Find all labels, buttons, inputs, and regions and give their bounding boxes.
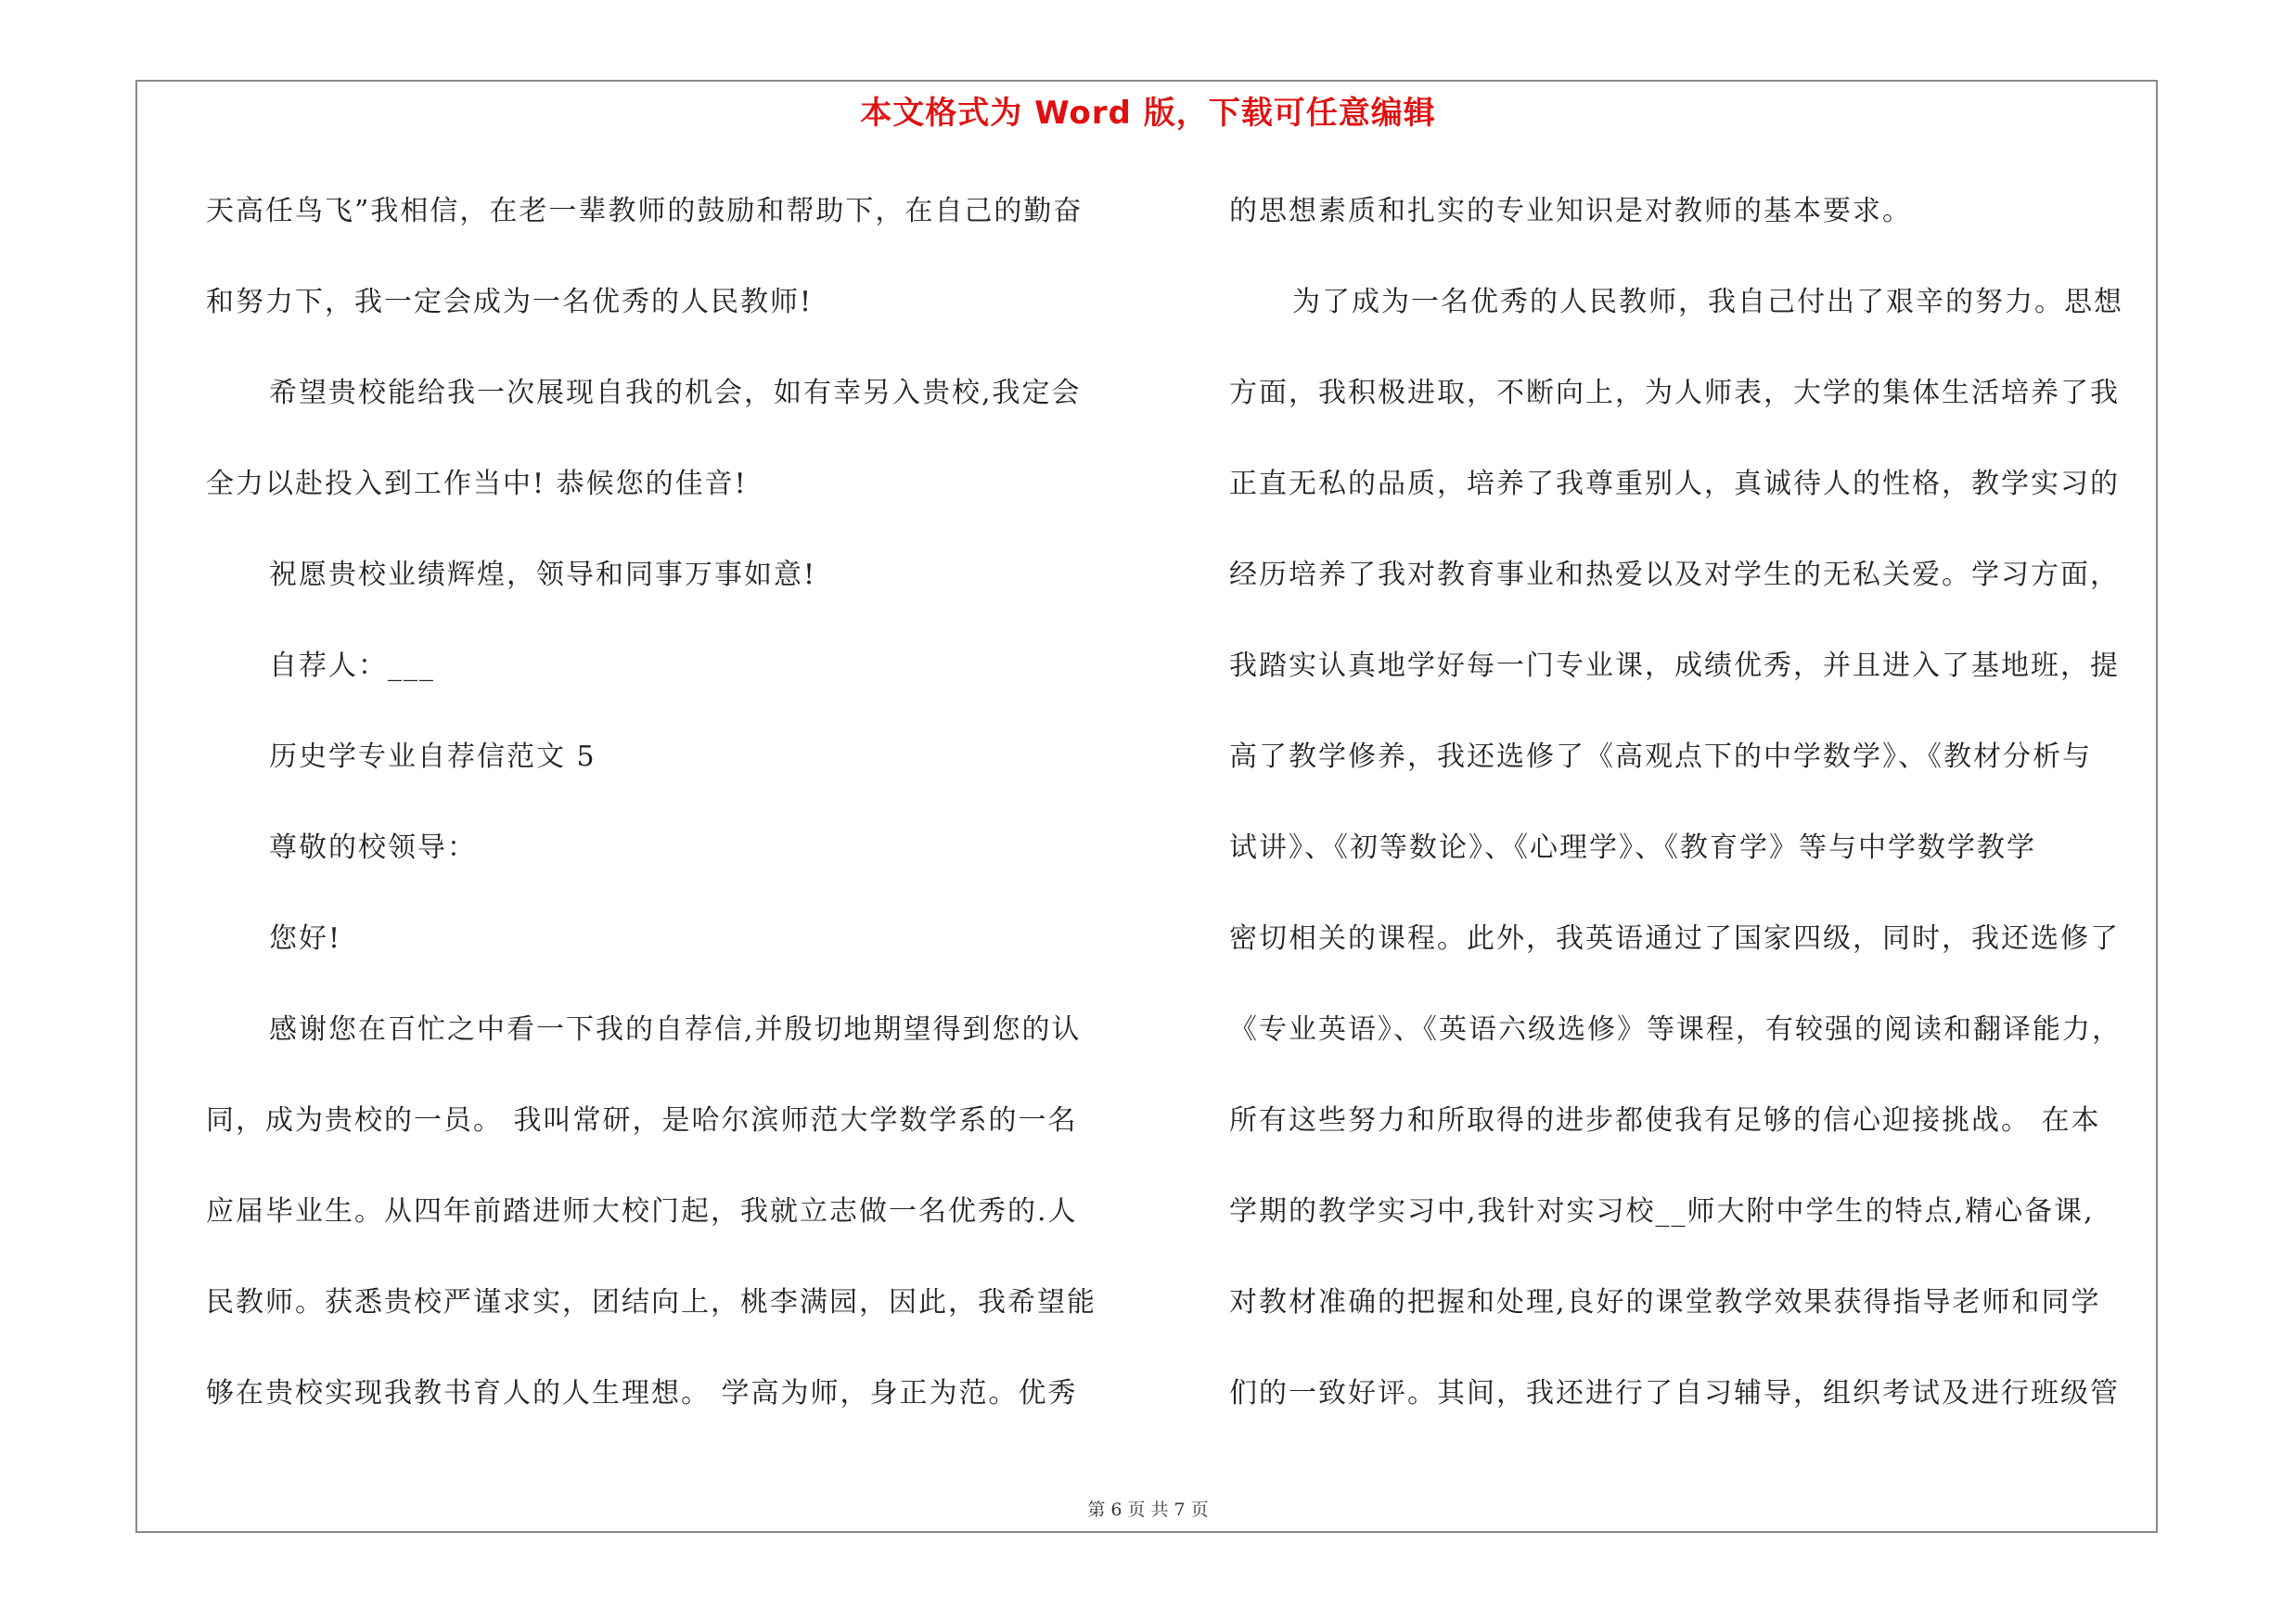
text-line: 同，成为贵校的一员。 我叫常研，是哈尔滨师范大学数学系的一名 (206, 1104, 1078, 1137)
page-number-footer: 第 6 页 共 7 页 (1087, 1500, 1209, 1520)
text-line: 学期的教学实习中,我针对实习校__师大附中学生的特点,精心备课, (1229, 1195, 2095, 1228)
text-line: 《专业英语》、《英语六级选修》等课程，有较强的阅读和翻译能力， (1229, 1013, 2122, 1046)
text-line: 试讲》、《初等数论》、《心理学》、《教育学》等与中学数学教学 (1229, 831, 2036, 864)
text-line: 民教师。获悉贵校严谨求实，团结向上，桃李满园，因此，我希望能 (206, 1286, 1097, 1319)
format-banner: 本文格式为 Word 版，下载可任意编辑 (860, 95, 1436, 132)
text-line: 应届毕业生。从四年前踏进师大校门起，我就立志做一名优秀的.人 (206, 1195, 1078, 1228)
text-line: 和努力下，我一定会成为一名优秀的人民教师! (206, 286, 814, 318)
text-line: 经历培养了我对教育事业和热爱以及对学生的无私关爱。学习方面， (1229, 559, 2120, 591)
text-line: 高了教学修养，我还选修了《高观点下的中学数学》、《教材分析与 (1229, 741, 2092, 773)
text-line: 我踏实认真地学好每一门专业课，成绩优秀，并且进入了基地班，提 (1229, 650, 2120, 682)
text-line: 天高任鸟飞”我相信，在老一辈教师的鼓励和帮助下，在自己的勤奋 (206, 195, 1084, 227)
text-line: 对教材准确的把握和处理,良好的课堂教学效果获得指导老师和同学 (1229, 1286, 2101, 1319)
text-line: 自荐人：___ (269, 650, 435, 682)
text-line: 尊敬的校领导： (269, 831, 477, 864)
text-line: 希望贵校能给我一次展现自我的机会，如有幸另入贵校,我定会 (269, 377, 1082, 409)
text-line: 所有这些努力和所取得的进步都使我有足够的信心迎接挑战。 在本 (1229, 1104, 2101, 1137)
text-line: 们的一致好评。其间，我还进行了自习辅导，组织考试及进行班级管 (1229, 1377, 2120, 1410)
text-line: 为了成为一名优秀的人民教师，我自己付出了艰辛的努力。思想 (1292, 286, 2123, 318)
text-line: 历史学专业自荐信范文 5 (269, 741, 596, 773)
text-line: 感谢您在百忙之中看一下我的自荐信,并殷切地期望得到您的认 (269, 1013, 1082, 1046)
text-line: 您好! (269, 922, 342, 955)
text-line: 祝愿贵校业绩辉煌，领导和同事万事如意! (269, 559, 817, 591)
text-line: 全力以赴投入到工作当中! 恭候您的佳音! (206, 468, 748, 500)
right-text-column (1229, 184, 2166, 1457)
text-line: 的思想素质和扎实的专业知识是对教师的基本要求。 (1229, 195, 1912, 227)
text-line: 方面，我积极进取，不断向上，为人师表，大学的集体生活培养了我 (1229, 377, 2120, 409)
left-text-column (206, 184, 1129, 1457)
text-line: 够在贵校实现我教书育人的人生理想。 学高为师，身正为范。优秀 (206, 1377, 1078, 1410)
text-line: 密切相关的课程。此外，我英语通过了国家四级，同时，我还选修了 (1229, 922, 2120, 955)
text-line: 正直无私的品质，培养了我尊重别人，真诚待人的性格，教学实习的 (1229, 468, 2120, 500)
